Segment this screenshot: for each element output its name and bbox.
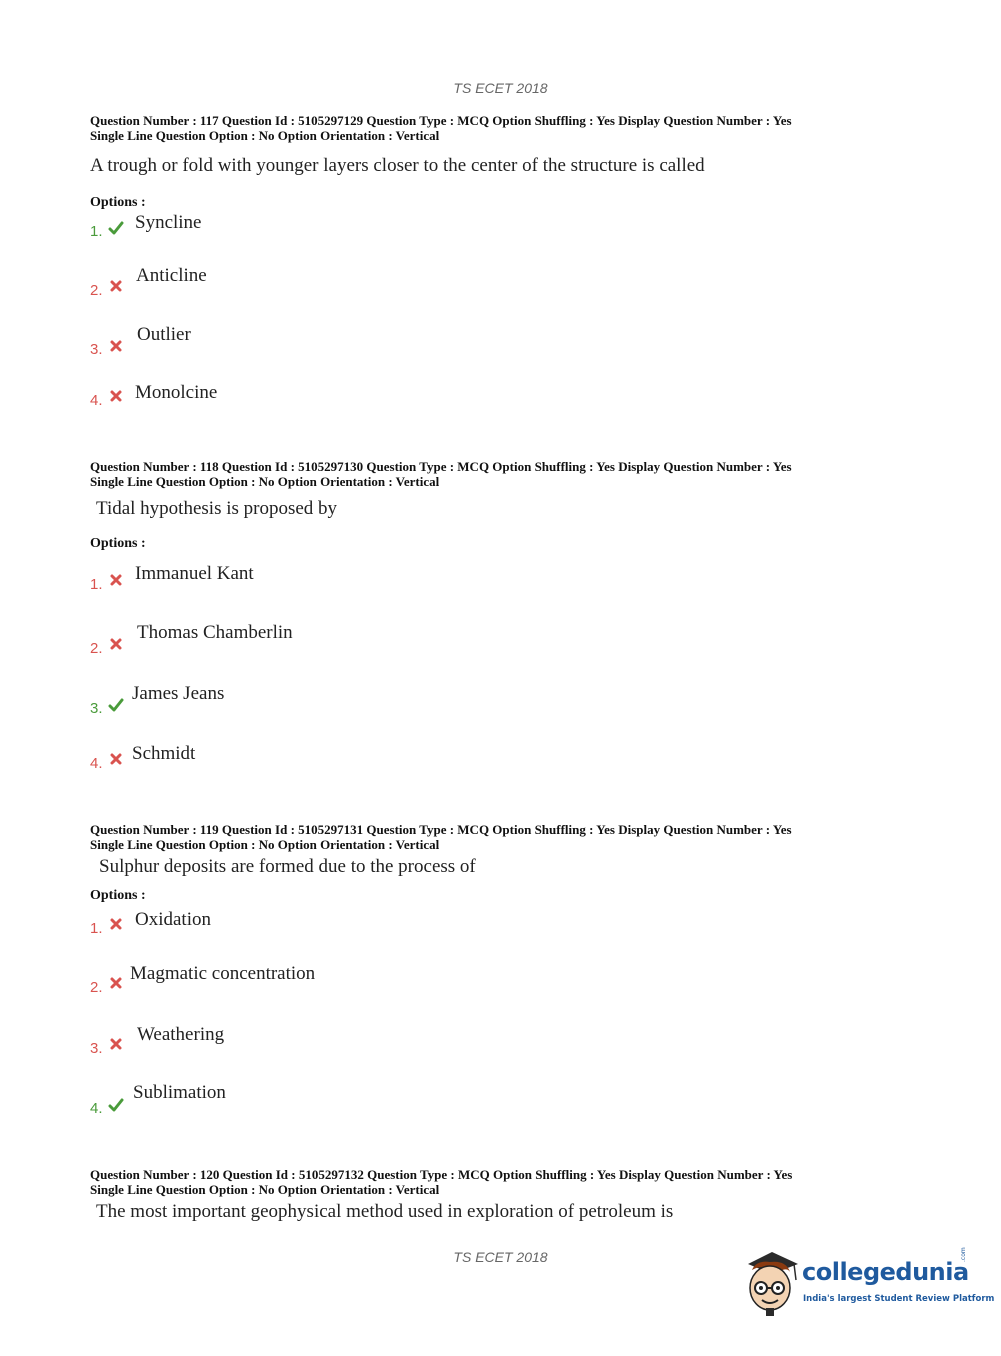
check-icon — [108, 697, 124, 713]
options-label: Options : — [90, 888, 146, 903]
question-119-meta — [90, 822, 910, 852]
collegedunia-logo — [742, 1247, 995, 1320]
question-118-meta — [90, 459, 910, 489]
option-text: Thomas Chamberlin — [137, 622, 293, 643]
cross-icon — [108, 388, 124, 404]
cross-icon — [108, 636, 124, 652]
mascot-icon — [742, 1250, 800, 1316]
page-footer: TS ECET 2018 — [453, 1249, 548, 1265]
question-meta-line: Question Number : 117 Question Id : 5105297129 Question Type : MCQ Option Shuffling : Yes Display Question Number : Yes — [90, 113, 792, 128]
option-number: 2. — [90, 640, 103, 657]
brand-tagline: India's largest Student Review Platform — [803, 1294, 995, 1304]
question-120-meta — [90, 1167, 910, 1197]
option-text: Sublimation — [133, 1082, 226, 1103]
options-label: Options : — [90, 195, 146, 210]
cross-icon — [108, 916, 124, 932]
cross-icon — [108, 572, 124, 588]
cross-icon — [108, 338, 124, 354]
question-117-text: A trough or fold with younger layers closer to the center of the structure is called — [90, 155, 705, 176]
question-meta-line: Question Number : 118 Question Id : 5105297130 Question Type : MCQ Option Shuffling : Yes Display Question Number : Yes — [90, 459, 792, 474]
option-number: 4. — [90, 755, 103, 772]
option-text: Immanuel Kant — [135, 563, 254, 584]
question-meta-line: Single Line Question Option : No Option Orientation : Vertical — [90, 128, 440, 143]
option-number: 4. — [90, 1100, 103, 1117]
brand-domain-suffix: .com — [960, 1247, 967, 1262]
option-text: Magmatic concentration — [130, 963, 316, 984]
options-label: Options : — [90, 536, 146, 551]
cross-icon — [108, 278, 124, 294]
cross-icon — [108, 975, 124, 991]
question-meta-line: Single Line Question Option : No Option Orientation : Vertical — [90, 837, 440, 852]
option-number: 1. — [90, 920, 103, 937]
question-meta-line: Question Number : 120 Question Id : 5105297132 Question Type : MCQ Option Shuffling : Yes Display Question Number : Yes — [90, 1167, 793, 1182]
page-header: TS ECET 2018 — [453, 80, 548, 96]
option-number: 1. — [90, 223, 103, 240]
cross-icon — [108, 751, 124, 767]
option-number: 2. — [90, 979, 103, 996]
cross-icon — [108, 1036, 124, 1052]
option-number: 3. — [90, 700, 103, 717]
option-text: James Jeans — [132, 683, 225, 704]
question-118-text: Tidal hypothesis is proposed by — [96, 498, 338, 519]
question-meta-line: Single Line Question Option : No Option Orientation : Vertical — [90, 1182, 440, 1197]
option-text: Oxidation — [135, 909, 211, 930]
option-text: Weathering — [137, 1024, 225, 1045]
question-120-text: The most important geophysical method used in exploration of petroleum is — [96, 1201, 674, 1222]
question-meta-line: Question Number : 119 Question Id : 5105297131 Question Type : MCQ Option Shuffling : Yes Display Question Number : Yes — [90, 822, 792, 837]
option-text: Anticline — [136, 265, 207, 286]
option-text: Monolcine — [135, 382, 218, 403]
question-meta-line: Single Line Question Option : No Option Orientation : Vertical — [90, 474, 440, 489]
option-number: 2. — [90, 282, 103, 299]
question-117-meta — [90, 113, 910, 143]
option-text: Schmidt — [132, 743, 196, 764]
check-icon — [108, 220, 124, 236]
option-number: 3. — [90, 1040, 103, 1057]
option-number: 4. — [90, 392, 103, 409]
option-number: 1. — [90, 576, 103, 593]
check-icon — [108, 1097, 124, 1113]
option-number: 3. — [90, 341, 103, 358]
option-text: Syncline — [135, 212, 202, 233]
option-text: Outlier — [137, 324, 191, 345]
question-119-text: Sulphur deposits are formed due to the process of — [99, 856, 476, 877]
brand-name: collegedunia — [802, 1258, 969, 1286]
